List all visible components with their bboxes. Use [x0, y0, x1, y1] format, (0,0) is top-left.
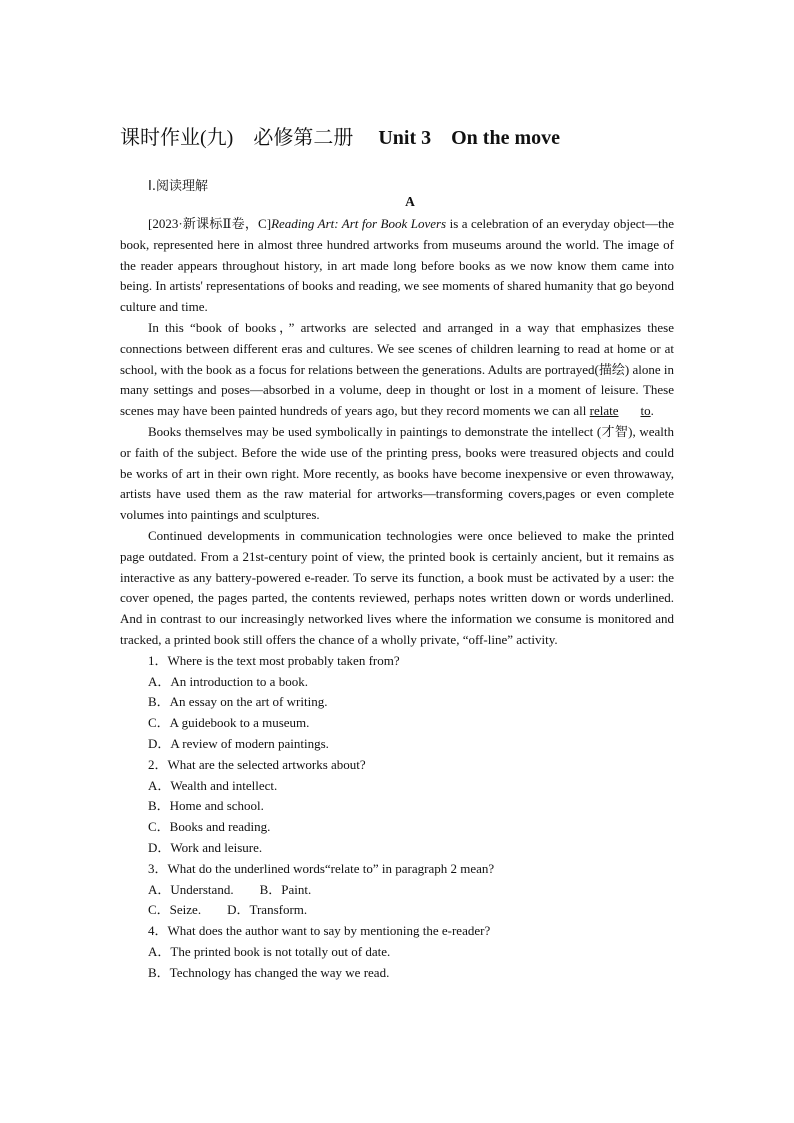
question-stem: 2．What are the selected artworks about?: [148, 756, 366, 772]
title-unit: Unit 3: [378, 127, 432, 149]
question-stem: 4．What does the author want to say by mentioning the e-reader?: [148, 923, 491, 939]
question-stem: 1．Where is the text most probably taken from?: [148, 652, 400, 668]
paragraph-text: .: [650, 403, 654, 419]
option: C．A guidebook to a museum.: [148, 715, 310, 731]
option: A．The printed book is not totally out of date.: [148, 943, 391, 959]
question-stem: 3．What do the underlined words“relate to” in paragraph 2 mean?: [148, 860, 495, 876]
option: D．Work and leisure.: [148, 839, 263, 855]
option: B．Technology has changed the way we read.: [148, 964, 390, 980]
option: B．An essay on the art of writing.: [148, 694, 328, 710]
source-tag: [2023·新课标Ⅱ卷，C]: [148, 216, 272, 231]
underlined-word: to: [640, 403, 651, 419]
option: A．An introduction to a book.: [148, 673, 308, 689]
option: B．Home and school.: [148, 798, 264, 814]
paragraph-1: [120, 214, 674, 318]
page-title: [120, 121, 560, 150]
option-row: [120, 900, 674, 921]
passage-label: A: [405, 194, 415, 209]
underlined-phrase: [590, 403, 651, 418]
paragraph-text: In this “book of books，” artworks are selected and arranged in a way that emphasizes these connections between different eras and cultures. We see scenes of children learning to read at home or at school, with the book as a focus for relations between the generations. Adults are portrayed(描绘) alone in many settings and poses—absorbed in a volume, deep in thought or lost in a moment of leisure. These scenes may have been painted hundreds of years ago, but they record moments we can all: [120, 319, 674, 419]
option: A．Wealth and intellect.: [148, 777, 278, 793]
option: C．Books and reading.: [148, 819, 271, 835]
option-row: [120, 880, 674, 901]
title-cn: 课时作业(九) 必修第二册: [120, 127, 354, 149]
option: B．Paint.: [259, 881, 312, 897]
book-title: Reading Art: Art for Book Lovers: [271, 216, 447, 231]
section-heading: Ⅰ.阅读理解: [148, 179, 208, 194]
document-body: [120, 214, 674, 983]
option: A．Understand.: [148, 881, 234, 897]
paragraph-4: Continued developments in communication technologies were once believed to make the printed page outdated. From a 21st-century point of view, the printed book is certainly ancient, but it remains as interactive as any battery-powered e-reader. To serve its function, a book must be activated by a user: the cover opened, the pages parted, the contents reviewed, perhaps notes written down or words underlined. And in contrast to our increasingly networked lives where the information we consume is monitored and tracked, a printed book still offers the chance of a wholly private, “off-line” activity.: [120, 527, 674, 647]
paragraph-2: [120, 318, 674, 422]
underlined-word: relate: [589, 403, 619, 419]
option: D．Transform.: [227, 902, 308, 918]
title-topic: On the move: [451, 127, 561, 149]
paragraph-3: Books themselves may be used symbolically in paintings to demonstrate the intellect (才智), wealth or faith of the subject. Before the wide use of the printing press, books were treasured objects and could be works of art in their own right. More recently, as books have become inexpensive or even throwaway, artists have used them as the raw material for artworks—transforming covers,pages or even complete volumes into paintings and sculptures.: [120, 423, 674, 523]
option: D．A review of modern paintings.: [148, 735, 329, 751]
option: C．Seize.: [148, 902, 202, 918]
paragraph-text: is a celebration of an everyday object—the book, represented here in almost three hundred artworks from museums around the world. The image of the reader appears throughout history, in art made long before books as we now know them came into being. In artists' representations of books and reading, we see moments of shared humanity that go beyond culture and time.: [120, 216, 674, 315]
